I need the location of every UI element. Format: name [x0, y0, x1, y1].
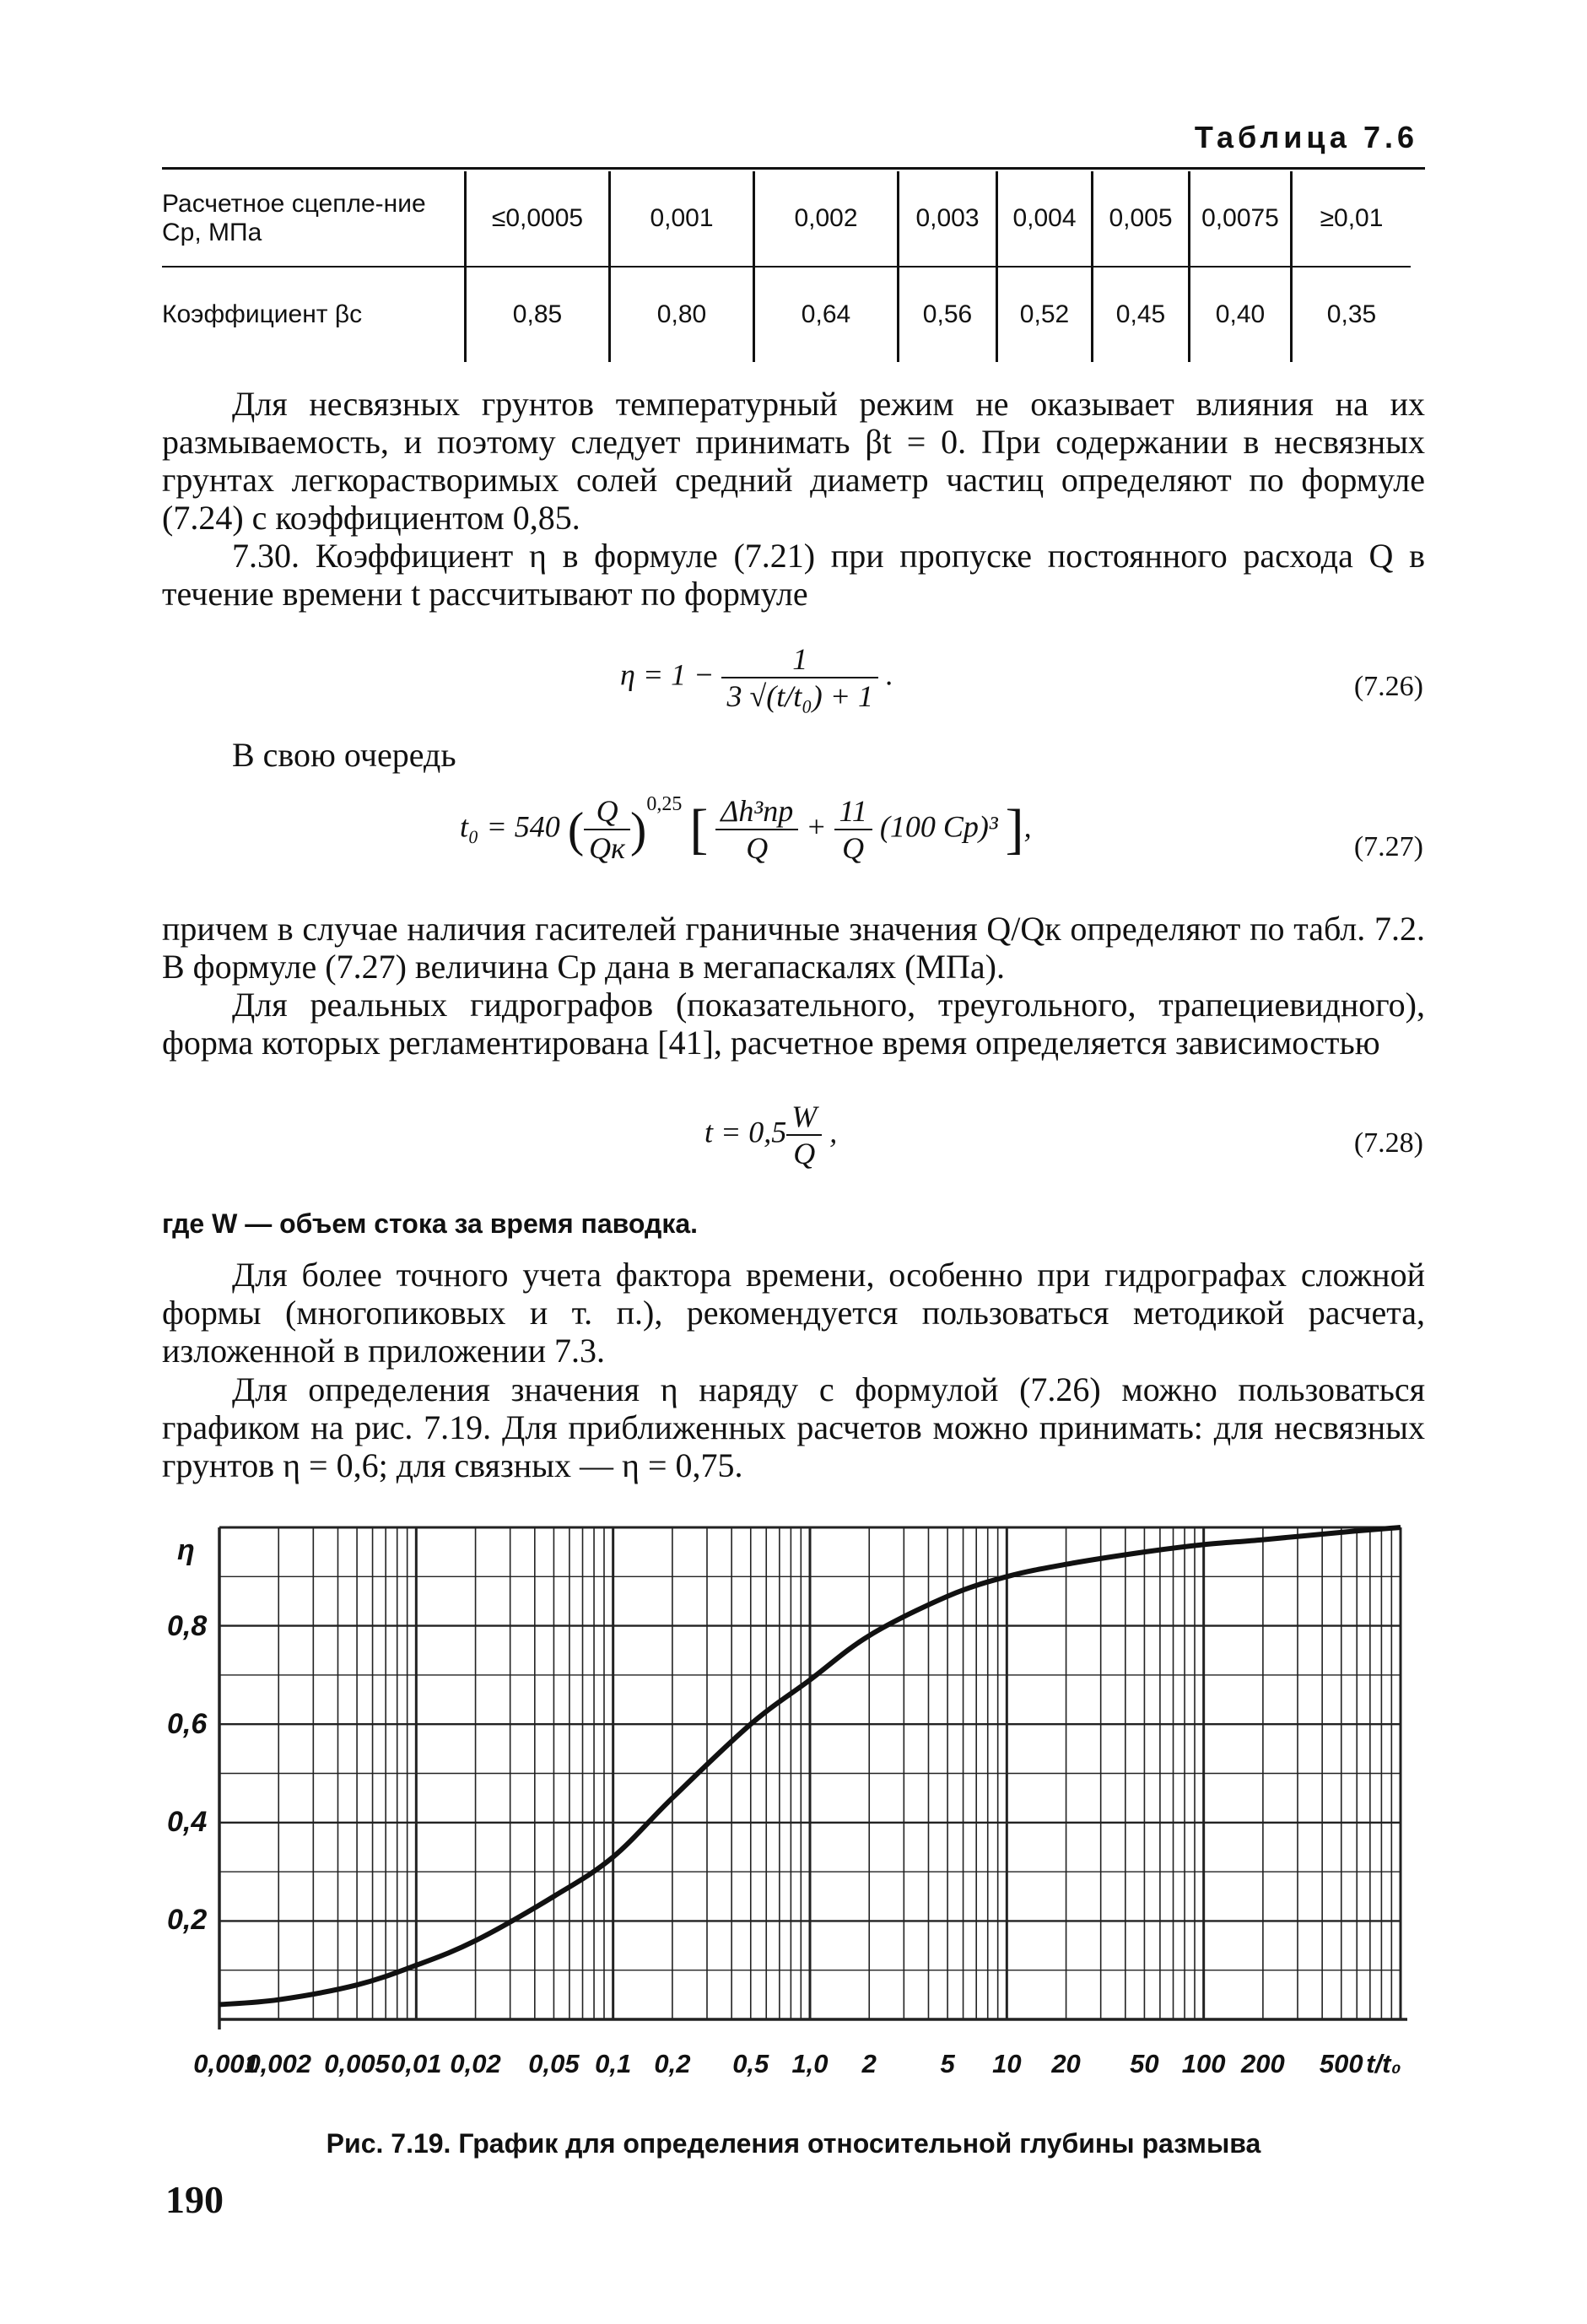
- y-tick-label: 0,2: [167, 1904, 208, 1936]
- table-cell: 0,80: [610, 267, 754, 362]
- formula-lhs: t₀ = 540: [460, 809, 560, 844]
- numerator: 11: [834, 793, 872, 830]
- formula-number: (7.28): [1353, 1127, 1423, 1159]
- exponent: 0,25: [646, 793, 683, 816]
- bracket-open: [: [689, 798, 709, 860]
- x-tick-label: 2: [861, 2049, 877, 2078]
- x-tick-label: 0,01: [391, 2049, 442, 2078]
- table-cell: ≥0,01: [1292, 171, 1412, 267]
- x-tick-label: 5: [940, 2049, 955, 2078]
- y-tick-label: 0,6: [167, 1708, 208, 1740]
- paragraph-5: Для реальных гидрографов (показательного, треугольного, трапециевидного), форма которых регламентирована [41], расчетное время определяется зависимостью: [162, 986, 1425, 1062]
- paragraph-1: Для несвязных грунтов температурный режим не оказывает влияния на их размываемость, и поэтому следует принимать βt = 0. При содержании в несвязных грунтах легкорастворимых солей средний диаметр частиц определяют по формуле (7.24) с коэффициентом 0,85.: [162, 385, 1425, 537]
- x-tick-label: 0,02: [450, 2049, 501, 2078]
- bracket-close: ]: [1005, 798, 1024, 860]
- y-tick-label: 0,8: [167, 1610, 208, 1642]
- x-tick-label: 0,005: [324, 2049, 390, 2078]
- table-cell: 0,40: [1190, 267, 1292, 362]
- paragraph-4: причем в случае наличия гасителей граничные значения Q/Qк определяют по табл. 7.2. В формуле (7.27) величина Cр дана в мегапаскалях (МПа).: [162, 910, 1425, 986]
- figure-caption: Рис. 7.19. График для определения относительной глубины размыва: [326, 2128, 1261, 2159]
- x-tick-label: 20: [1051, 2049, 1081, 2078]
- y-tick-label: 0,4: [167, 1806, 208, 1838]
- x-tick-label: 0,002: [246, 2049, 312, 2078]
- formula-tail: ,: [1023, 809, 1032, 844]
- formula-term: (100 Cр)³: [879, 809, 998, 844]
- numerator: Δh³пр: [715, 793, 798, 830]
- table-cell: 0,002: [754, 171, 899, 267]
- table-cell: 0,52: [997, 267, 1093, 362]
- x-tick-label: 50: [1130, 2049, 1159, 2078]
- x-tick-label: 0,05: [528, 2049, 580, 2078]
- formula-lhs: η = 1 −: [620, 657, 715, 692]
- table-cell: 0,56: [899, 267, 997, 362]
- table-cell: 0,004: [997, 171, 1093, 267]
- numerator: W: [786, 1099, 822, 1136]
- x-tick-label: t/t₀: [1366, 2049, 1401, 2078]
- row2-label: Коэффициент βc: [162, 300, 363, 328]
- formula-tail: ,: [829, 1115, 838, 1149]
- paren-close: ): [629, 802, 647, 857]
- x-tick-label: 1,0: [791, 2049, 829, 2078]
- paren-open: (: [567, 802, 585, 857]
- x-tick-label: 500: [1319, 2049, 1363, 2078]
- table-cell: 0,003: [899, 171, 997, 267]
- x-tick-label: 0,2: [654, 2049, 691, 2078]
- x-tick-label: 100: [1181, 2049, 1226, 2078]
- paragraph-6: где W — объем стока за время паводка.: [162, 1208, 699, 1239]
- table-cell: 0,45: [1093, 267, 1190, 362]
- page-number: 190: [165, 2178, 224, 2221]
- numerator: 1: [721, 641, 878, 678]
- x-tick-label: 10: [992, 2049, 1022, 2078]
- table-cell: 0,001: [610, 171, 754, 267]
- denominator: 3 √(t/t₀) + 1: [726, 679, 874, 713]
- table-cell: 0,35: [1292, 267, 1412, 362]
- paragraph-2: 7.30. Коэффициент η в формуле (7.21) при пропуске постоянного расхода Q в течение времени t рассчитывают по формуле: [162, 537, 1425, 613]
- table-cell: 0,85: [466, 267, 610, 362]
- table-cell: 0,64: [754, 267, 899, 362]
- paragraph-8: Для определения значения η наряду с формулой (7.26) можно пользоваться графиком на рис. 7.19. Для приближенных расчетов можно принимать: для несвязных грунтов η = 0,6; для связных — η = 0,75.: [162, 1370, 1425, 1484]
- x-tick-label: 0,1: [595, 2049, 632, 2078]
- formula-lhs: t = 0,5: [704, 1115, 787, 1149]
- formula-tail: .: [886, 657, 894, 692]
- numerator: Q: [584, 793, 630, 830]
- denominator: Q: [842, 831, 865, 865]
- formula-number: (7.27): [1353, 831, 1423, 862]
- x-tick-label: 0,001: [193, 2049, 259, 2078]
- y-axis-label: η: [177, 1534, 195, 1566]
- x-tick-label: 0,5: [732, 2049, 769, 2078]
- denominator: Q: [746, 831, 769, 865]
- x-tick-label: 200: [1241, 2049, 1285, 2078]
- chart-grid: [219, 1527, 1401, 2019]
- denominator: Qк: [589, 831, 625, 865]
- plus-sign: +: [806, 809, 827, 844]
- denominator: Q: [793, 1137, 816, 1170]
- paragraph-7: Для более точного учета фактора времени, особенно при гидрографах сложной формы (многопиковых и т. п.), рекомендуется пользоваться методикой расчета, изложенной в приложении 7.3.: [162, 1256, 1425, 1370]
- table-title: Таблица 7.6: [1194, 120, 1418, 154]
- table-cell: ≤0,0005: [466, 171, 610, 267]
- table-cell: 0,005: [1093, 171, 1190, 267]
- table-cell: 0,0075: [1190, 171, 1292, 267]
- paragraph-3: В свою очередь: [232, 736, 456, 774]
- formula-number: (7.26): [1353, 671, 1423, 702]
- row1-label: Расчетное сцепле-ние Cр, МПа: [162, 171, 466, 267]
